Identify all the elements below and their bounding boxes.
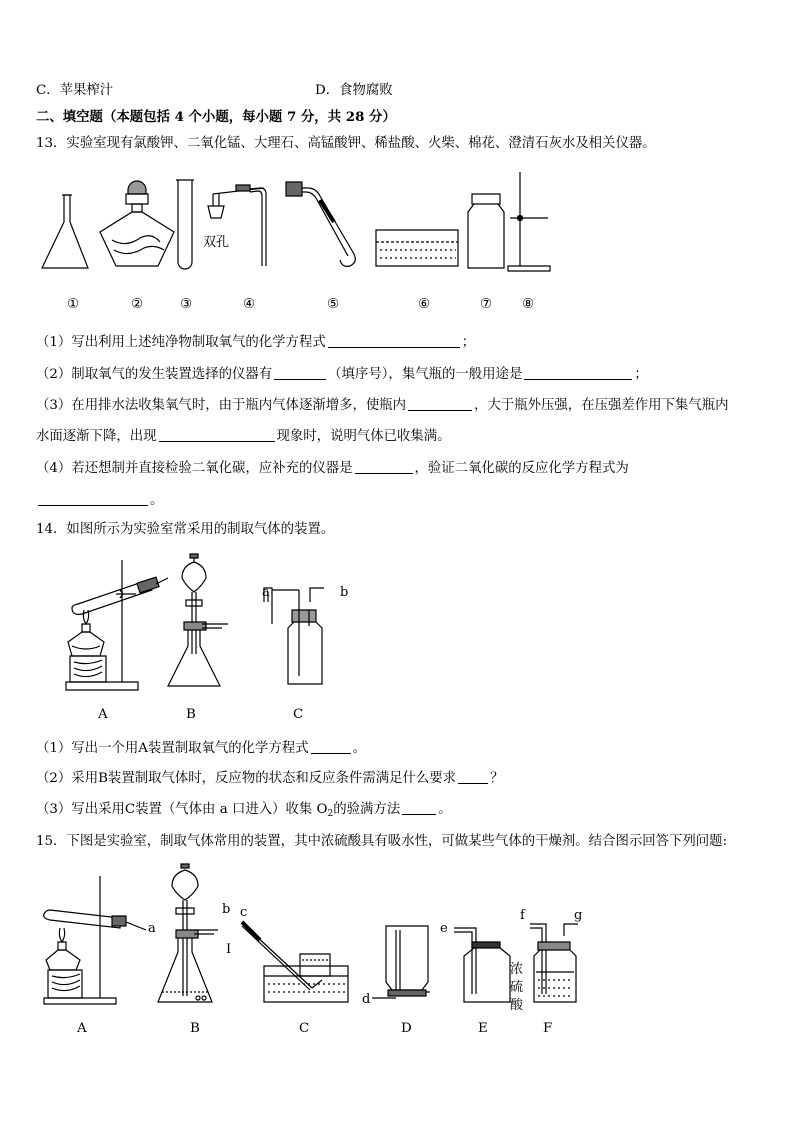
water-trough-icon (376, 230, 458, 266)
fig15-label-b: B (190, 1021, 200, 1036)
q14-part3: （3）写出采用C装置（气体由 a 口进入）收集 $O_2$的验满方法 。 (36, 802, 452, 819)
answer-blank[interactable] (402, 800, 436, 815)
alcohol-lamp-icon (100, 181, 174, 266)
num-6: ⑥ (418, 297, 431, 312)
gas-bottle-icon (468, 194, 504, 268)
fig15-label-c: C (299, 1021, 310, 1036)
q13-part4-cont: 。 (36, 491, 163, 510)
answer-blank[interactable] (355, 459, 413, 474)
port-label-a: a (148, 921, 156, 936)
fig14-label-b: B (186, 707, 196, 722)
answer-blank[interactable] (38, 491, 148, 506)
answer-blank[interactable] (328, 333, 460, 348)
fig14-label-c: C (293, 707, 304, 722)
port-label-g: g (574, 908, 583, 923)
heating-setup-icon (66, 560, 168, 690)
answer-blank[interactable] (458, 769, 488, 784)
q13-stem: 13．实验室现有氯酸钾、二氧化锰、大理石、高锰酸钾、稀盐酸、火柴、棉花、澄清石灰水及相关仪器。 (36, 136, 656, 151)
acid-label-1: 浓 (510, 962, 524, 977)
fig15-label-d: D (401, 1021, 412, 1036)
q13-part1: （1）写出利用上述纯净物制取氧气的化学方程式 ； (36, 335, 476, 350)
port-label-b: b (222, 902, 231, 917)
water-trough-collection-icon (242, 922, 348, 1002)
gas-bottle-e-icon (454, 928, 510, 1002)
num-5: ⑤ (327, 297, 340, 312)
num-3: ③ (180, 297, 193, 312)
drying-bottle-icon (530, 924, 578, 1002)
section-heading: 二、填空题（本题包括 4 个小题，每小题 7 分，共 28 分） (36, 109, 396, 125)
num-7: ⑦ (480, 297, 493, 312)
wash-bottle-icon (264, 588, 324, 684)
q14-part2: （2）采用B装置制取气体时，反应物的状态和反应条件需满足什么要求 ？ (36, 771, 504, 786)
delivery-tube-icon (286, 182, 355, 266)
num-4: ④ (243, 297, 256, 312)
q14-stem: 14．如图所示为实验室常采用的制取气体的装置。 (36, 522, 335, 537)
port-label-d: d (362, 992, 371, 1007)
q13-apparatus-figure (36, 170, 566, 275)
port-label-b: b (340, 585, 349, 600)
q15-stem: 15．下图是实验室，制取气体常用的装置，其中浓硫酸具有吸水性，可做某些气体的干燥剂。结合图示回答下列问题: (36, 834, 728, 849)
separatory-funnel-flask-icon (168, 554, 228, 686)
heating-setup-icon (44, 876, 146, 1004)
answer-blank[interactable] (274, 365, 326, 380)
answer-blank[interactable] (524, 365, 632, 380)
fig15-label-f: F (543, 1021, 553, 1036)
option-c: C．苹果榨汁 (36, 83, 114, 98)
num-2: ② (131, 297, 144, 312)
acid-label-2: 硫 (510, 980, 524, 995)
acid-label-3: 酸 (510, 998, 524, 1013)
num-1: ① (67, 297, 80, 312)
fig14-label-a: A (98, 707, 108, 722)
q13-part2: （2）制取氧气的发生装置选择的仪器有 （填序号），集气瓶的一般用途是 ； (36, 367, 648, 382)
inverted-bottle-icon (372, 926, 430, 998)
two-hole-stopper-icon (208, 185, 266, 266)
q13-part3: （3）在用排水法收集氧气时，由于瓶内气体逐渐增多，使瓶内 ，大于瓶外压强，在压强差作用下集气瓶内 (36, 398, 729, 413)
q14-part1: （1）写出一个用A装置制取氧气的化学方程式 。 (36, 741, 367, 756)
fig15-label-a: A (77, 1021, 87, 1036)
answer-blank[interactable] (311, 739, 351, 754)
answer-blank[interactable] (159, 427, 275, 442)
option-d: D．食物腐败 (315, 83, 393, 98)
num-8: ⑧ (522, 297, 535, 312)
q14-apparatus-figure (56, 550, 366, 695)
stopper-label: 双孔 (203, 235, 230, 250)
port-label-e: e (440, 921, 448, 936)
answer-blank[interactable] (408, 396, 472, 411)
test-tube-icon (176, 180, 194, 269)
port-label-a: a (262, 585, 270, 600)
q13-part3-cont: 水面逐渐下降，出现 现象时，说明气体已收集满。 (36, 429, 451, 444)
iron-stand-icon (508, 172, 550, 271)
q13-part4: （4）若还想制并直接检验二氧化碳，应补充的仪器是 ，验证二氧化碳的反应化学方程式为 (36, 461, 629, 476)
port-label-c: c (240, 905, 248, 920)
conical-flask-icon (42, 195, 88, 268)
port-label-I: I (226, 942, 232, 957)
fig15-label-e: E (478, 1021, 488, 1036)
separatory-funnel-flask-icon (158, 864, 218, 1002)
port-label-f: f (520, 908, 525, 923)
